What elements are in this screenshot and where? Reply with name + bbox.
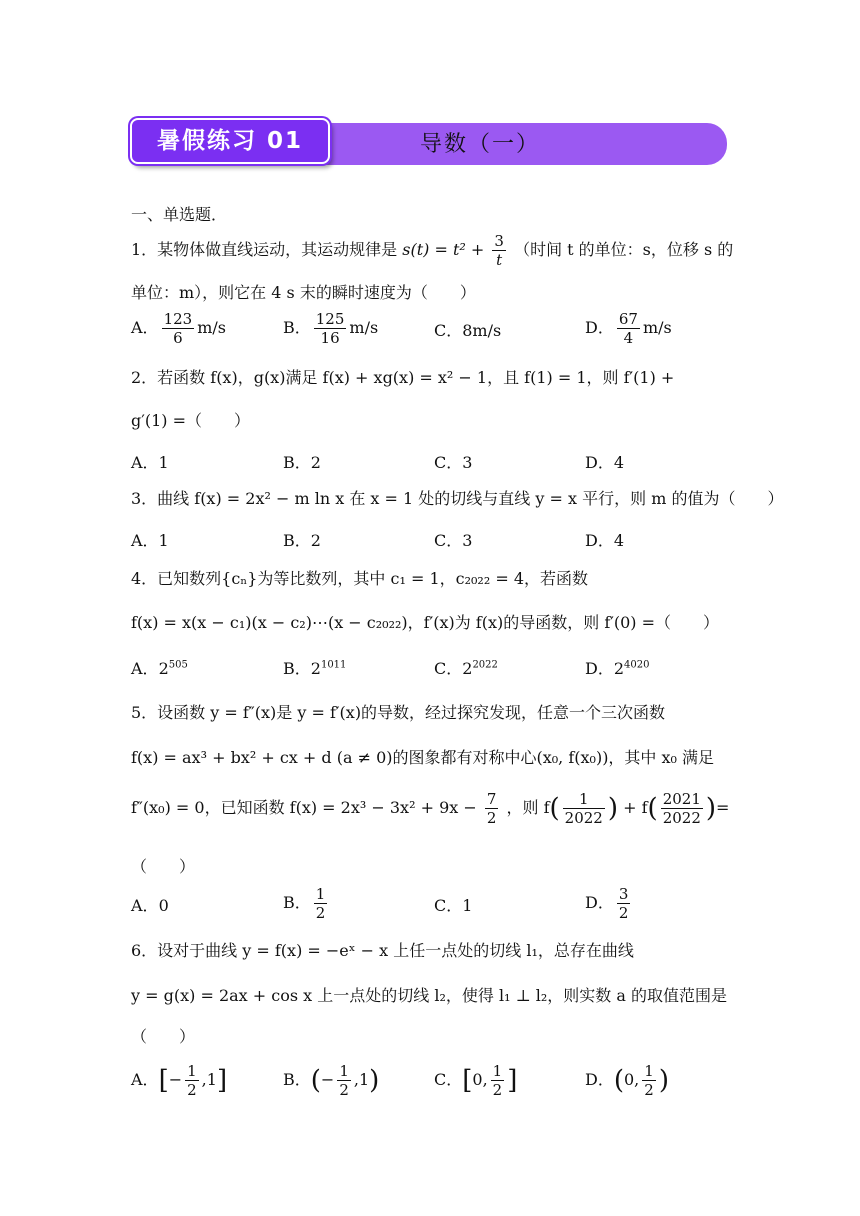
q3-option-d: D．4 <box>585 531 625 550</box>
q5-stem-c3: + f <box>623 798 648 817</box>
frac-num: 123 <box>163 310 193 328</box>
bracket-close: ) <box>369 1065 380 1096</box>
q3-option-b: B．2 <box>283 531 321 550</box>
q1-stem-line1 <box>131 232 733 269</box>
q5-stem-line1: 5．设函数 y = f″(x)是 y = f′(x)的导数，经过探究发现，任意一个三次函数 <box>131 703 666 722</box>
q1-option-a <box>131 310 226 347</box>
frac-num: 1 <box>644 1062 654 1080</box>
frac-num: 1 <box>563 790 605 809</box>
section-heading: 一、单选题． <box>131 205 228 224</box>
frac-num: 1 <box>315 885 326 903</box>
q5-fraction-2 <box>563 790 605 827</box>
frac-den: 2 <box>187 1081 197 1099</box>
q1-frac-num: 3 <box>494 232 504 250</box>
frac-den: 2 <box>486 809 497 827</box>
option-letter: D． <box>585 318 614 337</box>
option-letter: A． <box>131 659 159 678</box>
option-letter: D． <box>585 893 614 912</box>
header-banner <box>130 118 728 168</box>
option-letter: C． <box>434 659 463 678</box>
q5-stem-line2: f(x) = ax³ + bx² + cx + d (a ≠ 0)的图象都有对称中心(x₀, f(x₀))，其中 x₀ 满足 <box>131 748 715 767</box>
option-fraction <box>162 310 195 347</box>
option-exponent: 2022 <box>472 659 498 671</box>
q1-stem-a: 1．某物体做直线运动，其运动规律是 <box>131 240 398 259</box>
frac-den: 16 <box>320 329 340 347</box>
option-fraction <box>617 310 640 347</box>
option-base: 2 <box>310 659 321 678</box>
q1-option-d <box>585 310 672 347</box>
q1-option-c <box>434 318 501 341</box>
option-letter: C． <box>434 1070 463 1089</box>
frac-num: 3 <box>618 885 629 903</box>
q6-option-d <box>585 1062 669 1099</box>
q2-option-c: C．3 <box>434 453 473 472</box>
option-letter: B． <box>283 1070 311 1089</box>
q3-stem: 3．曲线 f(x) = 2x² − m ln x 在 x = 1 处的切线与直线 y = x 平行，则 m 的值为（ ） <box>131 489 784 508</box>
q6-option-b <box>283 1062 379 1099</box>
q5-stem-c1: f″(x₀) = 0，已知函数 f(x) = 2x³ − 3x² + 9x − <box>131 798 477 817</box>
q5-option-b <box>283 885 330 922</box>
q3-option-c: C．3 <box>434 531 473 550</box>
q6-stem-line1: 6．设对于曲线 y = f(x) = −eˣ − x 上任一点处的切线 l₁，总存在曲线 <box>131 941 634 960</box>
q3-option-a: A．1 <box>131 531 169 550</box>
frac-den: 2 <box>339 1081 349 1099</box>
option-base: 2 <box>613 659 625 678</box>
q1-stem-line2: 单位：m），则它在 4 s 末的瞬时速度为（ ） <box>131 283 476 302</box>
option-fraction <box>185 1062 199 1099</box>
frac-num: 2021 <box>662 790 701 808</box>
q4-stem-line2: f(x) = x(x − c₁)(x − c₂)⋯(x − c₂₀₂₂)，f′(x)为 f(x)的导函数，则 f′(0) =（ ） <box>131 613 720 632</box>
option-base: 2 <box>158 659 169 678</box>
q5-stem-c4: = <box>716 798 730 817</box>
option-exponent: 505 <box>168 659 188 671</box>
q5-option-d <box>585 885 633 922</box>
q4-stem-line1: 4．已知数列{cₙ}为等比数列，其中 c₁ = 1，c₂₀₂₂ = 4，若函数 <box>131 569 589 588</box>
option-fraction <box>491 1062 505 1099</box>
q5-stem-c2: ，则 f <box>506 798 550 817</box>
bracket-close: ] <box>216 1065 228 1096</box>
option-unit: m/s <box>197 318 226 337</box>
frac-num: 67 <box>618 310 638 328</box>
q6-option-c <box>434 1062 517 1099</box>
q1-formula: s(t) = t² + <box>402 240 485 259</box>
option-base: 2 <box>462 659 473 678</box>
bracket-close: ) <box>658 1065 669 1096</box>
frac-den: 6 <box>173 329 183 347</box>
option-exponent: 4020 <box>624 659 650 671</box>
bracket-open: [ <box>462 1065 473 1096</box>
frac-num: 7 <box>486 790 497 808</box>
option-letter: D． <box>585 1070 614 1089</box>
page-title: 导数（一） <box>420 132 541 157</box>
frac-num: 1 <box>339 1062 349 1080</box>
frac-den: 2 <box>618 904 629 922</box>
option-fraction <box>337 1062 351 1099</box>
q4-option-b <box>283 656 346 679</box>
q2-option-b: B．2 <box>283 453 321 472</box>
option-pre: 0, <box>472 1070 488 1089</box>
q1-fraction <box>492 232 506 269</box>
frac-den: 4 <box>623 329 634 347</box>
option-fraction <box>314 885 328 922</box>
q5-option-a <box>131 893 169 916</box>
banner-label: 暑假练习 01 <box>130 118 330 164</box>
q2-option-d: D．4 <box>585 453 625 472</box>
option-letter: B． <box>283 659 311 678</box>
option-letter: A． <box>131 318 159 337</box>
bracket-open: [ <box>158 1065 169 1096</box>
bracket-open: ( <box>310 1065 321 1096</box>
option-letter: B． <box>283 893 311 912</box>
frac-den: 2 <box>492 1081 503 1099</box>
option-letter: A． <box>131 896 159 915</box>
option-exponent: 1011 <box>320 659 347 671</box>
frac-den: 2 <box>644 1081 654 1099</box>
q5-stem-line4: （ ） <box>131 857 196 876</box>
option-post: ,1 <box>353 1070 370 1089</box>
q4-option-a <box>131 656 188 679</box>
q6-stem-line3: （ ） <box>131 1027 196 1046</box>
q5-stem-line3: f″(x₀) = 0，已知函数 f(x) = 2x³ − 3x² + 9x − $\frac{7}{2}$ ，则 f( $\frac{1}{2022}$ ) + f( $\frac{2021}{2022}$ )= <box>131 790 730 827</box>
frac-num: 1 <box>187 1062 197 1080</box>
frac-den: 2 <box>315 904 326 922</box>
option-text: 1 <box>462 896 473 915</box>
bracket-open: ( <box>613 1065 624 1096</box>
q6-stem-line2: y = g(x) = 2ax + cos x 上一点处的切线 l₂，使得 l₁ ⊥ l₂，则实数 a 的取值范围是 <box>131 986 727 1005</box>
option-pre: − <box>168 1070 183 1089</box>
option-pre: − <box>320 1070 335 1089</box>
option-text: 8m/s <box>462 321 502 340</box>
option-letter: A． <box>131 1070 159 1089</box>
q5-fraction-3 <box>661 790 703 827</box>
option-letter: C． <box>434 321 463 340</box>
q5-option-c <box>434 893 472 916</box>
option-fraction <box>642 1062 656 1099</box>
option-fraction <box>314 310 347 347</box>
frac-den: 2022 <box>662 809 701 827</box>
q6-option-a <box>131 1062 227 1099</box>
option-text: 0 <box>158 896 169 915</box>
q4-option-c <box>434 656 498 679</box>
q1-stem-b: （时间 t 的单位：s，位移 s 的 <box>514 240 734 259</box>
option-pre: 0, <box>624 1070 640 1089</box>
option-letter: D． <box>585 659 614 678</box>
frac-den: 2022 <box>564 809 603 827</box>
q2-option-a: A．1 <box>131 453 169 472</box>
q1-option-b <box>283 310 378 347</box>
q4-option-d <box>585 656 649 679</box>
bracket-close: ] <box>507 1065 518 1096</box>
q5-fraction-1 <box>485 790 499 827</box>
option-letter: C． <box>434 896 463 915</box>
frac-num: 1 <box>492 1062 503 1080</box>
option-post: ,1 <box>201 1070 217 1089</box>
q2-stem-line1: 2．若函数 f(x)，g(x)满足 f(x) + xg(x) = x² − 1，且 f(1) = 1，则 f′(1) + <box>131 368 675 387</box>
q1-frac-den: t <box>496 251 503 269</box>
q2-stem-line2: g′(1) =（ ） <box>131 411 251 430</box>
option-unit: m/s <box>642 318 672 337</box>
option-unit: m/s <box>349 318 379 337</box>
option-letter: B． <box>283 318 311 337</box>
frac-num: 125 <box>315 310 345 328</box>
option-fraction <box>617 885 631 922</box>
